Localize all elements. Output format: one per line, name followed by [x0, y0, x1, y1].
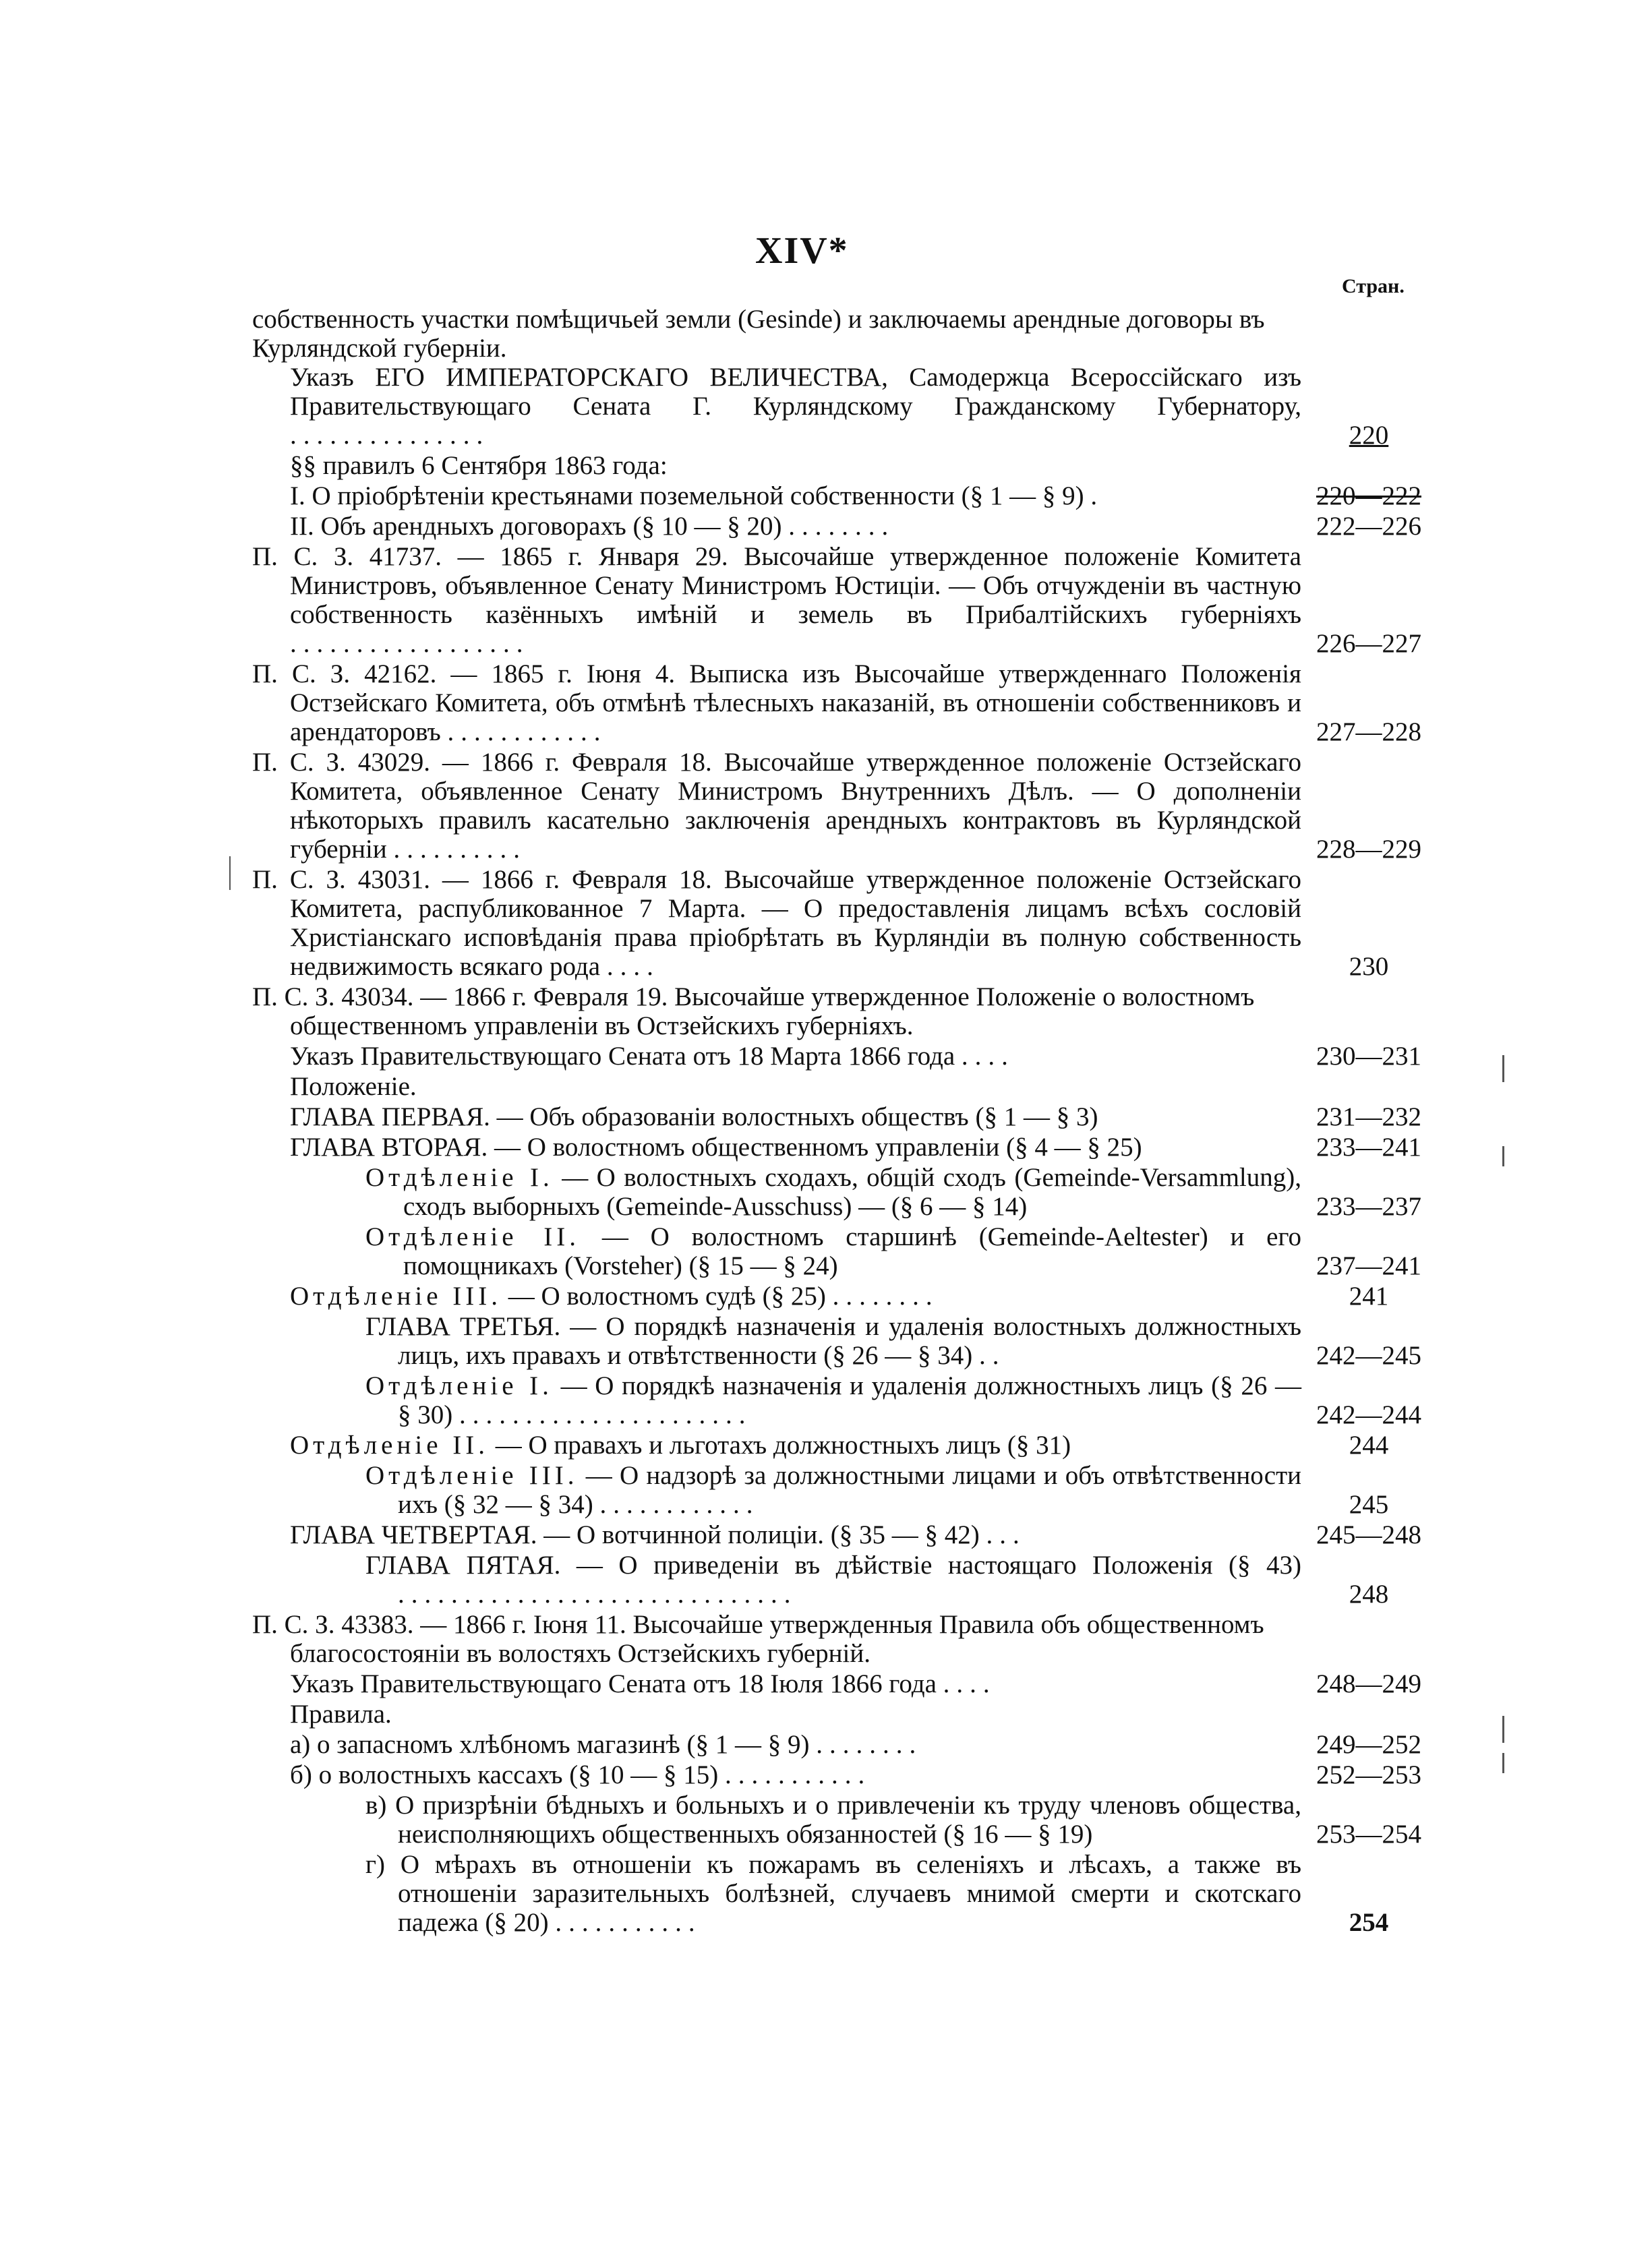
- margin-mark: [1502, 1055, 1504, 1082]
- entry-text: ГЛАВА ТРЕТЬЯ. — О порядкѣ назначенія и удаленія волостныхъ должностныхъ лицъ, ихъ правахъ и отвѣтственности (§ 26 — § 34) ..: [365, 1312, 1301, 1370]
- entry-text: Отдѣленіе III. — О волостномъ судѣ (§ 25) ........: [290, 1282, 939, 1311]
- entry-text: Указъ Правительствующаго Сената отъ 18 Іюля 1866 года ....: [290, 1669, 997, 1698]
- entry-text: П. С. З. 42162. — 1865 г. Іюня 4. Выписка изъ Высочайше утвержденнаго Положенія Остзейскаго Комитета, объ отмѣнѣ тѣлесныхъ наказаній, въ отношеніи собственниковъ и арендаторовъ ............: [252, 659, 1301, 746]
- toc-entry: [252, 1760, 1429, 1789]
- entry-text: ГЛАВА ВТОРАЯ. — О волостномъ общественномъ управленіи (§ 4 — § 25): [290, 1133, 1142, 1162]
- entry-page: 220—222: [1316, 481, 1421, 510]
- section-label: Отдѣленіе II.: [290, 1431, 489, 1460]
- entry-text: П. С. З. 43034. — 1866 г. Февраля 19. Высочайше утвержденное Положеніе о волостномъ общественномъ управленіи въ Остзейскихъ губерніяхъ.: [252, 982, 1255, 1040]
- toc-entry: [252, 542, 1429, 658]
- toc-entry: [252, 1133, 1429, 1162]
- toc-entry: [252, 451, 1429, 480]
- entry-text: Указъ ЕГО ИМПЕРАТОРСКАГО ВЕЛИЧЕСТВА, Самодержца Всероссійскаго изъ Правительствующаго Сената Г. Курляндскому Гражданскому Губернатору, ...............: [290, 363, 1301, 450]
- entry-page: 220: [1349, 421, 1389, 450]
- toc-entry: [252, 1730, 1429, 1759]
- entry-text: ГЛАВА ПЯТАЯ. — О приведеніи въ дѣйствіе настоящаго Положенія (§ 43) ..............................: [365, 1551, 1301, 1609]
- entry-text: Отдѣленіе II. — О правахъ и льготахъ должностныхъ лицъ (§ 31): [290, 1431, 1071, 1460]
- entry-text: Указъ Правительствующаго Сената отъ 18 Марта 1866 года ....: [290, 1042, 1015, 1071]
- section-label: Отдѣленіе I.: [365, 1371, 553, 1400]
- entry-text: §§ правилъ 6 Сентября 1863 года:: [290, 451, 668, 480]
- section-label: Отдѣленіе II.: [365, 1222, 581, 1251]
- toc-entry: [252, 1282, 1429, 1311]
- entry-page: 245—248: [1316, 1520, 1421, 1549]
- toc-entry: [252, 1669, 1429, 1698]
- entry-page: 228—229: [1316, 835, 1421, 864]
- toc-entry: [252, 748, 1429, 864]
- entry-page: 226—227: [1316, 629, 1421, 658]
- toc-entry: [252, 1042, 1429, 1071]
- entry-page: 244: [1349, 1431, 1389, 1460]
- entry-text: Отдѣленіе III. — О надзорѣ за должностными лицами и объ отвѣтственности ихъ (§ 32 — § 34) ............: [365, 1461, 1302, 1519]
- toc-entry: [252, 305, 1429, 363]
- table-of-contents: [252, 305, 1429, 1938]
- margin-mark: [1502, 1146, 1504, 1166]
- entry-text: Правила.: [290, 1700, 392, 1729]
- toc-entry: [252, 1850, 1429, 1937]
- page-column-label: Стран.: [1342, 275, 1405, 297]
- toc-entry: [252, 1431, 1429, 1460]
- entry-text: в) О призрѣніи бѣдныхъ и больныхъ и о привлеченіи къ труду членовъ общества, неисполняющихъ общественныхъ обязанностей (§ 16 — § 19): [365, 1791, 1301, 1849]
- toc-entry: [252, 982, 1429, 1040]
- entry-text: г) О мѣрахъ въ отношеніи къ пожарамъ въ селеніяхъ и лѣсахъ, а также въ отношеніи заразительныхъ болѣзней, случаевъ мнимой смерти и скотскаго падежа (§ 20) ...........: [365, 1850, 1301, 1937]
- entry-text: ГЛАВА ЧЕТВЕРТАЯ. — О вотчинной полиціи. (§ 35 — § 42) ...: [290, 1520, 1026, 1549]
- entry-page: 252—253: [1316, 1760, 1421, 1789]
- toc-entry: [252, 1072, 1429, 1101]
- page-folio: XIV*: [755, 230, 849, 272]
- toc-entry: [252, 1791, 1429, 1849]
- entry-page: 242—244: [1316, 1400, 1421, 1429]
- entry-page: 222—226: [1316, 512, 1421, 541]
- entry-text: П. С. З. 43031. — 1866 г. Февраля 18. Высочайше утвержденное положеніе Остзейскаго Комитета, распубликованное 7 Марта. — О предоставленія лицамъ всѣхъ сословій Христіанскаго исповѣданія права пріобрѣтать въ Курляндіи въ полную собственность недвижимость всякаго рода ....: [252, 865, 1301, 981]
- margin-mark: [229, 856, 231, 890]
- entry-page: 230: [1349, 952, 1389, 981]
- entry-page: 227—228: [1316, 717, 1421, 746]
- entry-text: ГЛАВА ПЕРВАЯ. — Объ образованіи волостныхъ обществъ (§ 1 — § 3): [290, 1102, 1098, 1131]
- margin-mark: [1502, 1716, 1504, 1743]
- toc-entry: [252, 1610, 1429, 1668]
- entry-text: Положеніе.: [290, 1072, 417, 1101]
- entry-page: 233—237: [1316, 1192, 1421, 1221]
- entry-text: П. С. З. 43383. — 1866 г. Іюня 11. Высочайше утвержденныя Правила объ общественномъ благосостояніи въ волостяхъ Остзейскихъ губерній.: [252, 1610, 1264, 1668]
- entry-page: 242—245: [1316, 1341, 1421, 1370]
- toc-entry: [252, 1163, 1429, 1221]
- toc-entry: [252, 1551, 1429, 1609]
- toc-entry: [252, 512, 1429, 541]
- entry-text: II. Объ арендныхъ договорахъ (§ 10 — § 20) ........: [290, 512, 895, 541]
- entry-page: 237—241: [1316, 1251, 1421, 1280]
- entry-page: 249—252: [1316, 1730, 1421, 1759]
- section-label: Отдѣленіе III.: [365, 1461, 579, 1490]
- section-label: Отдѣленіе III.: [290, 1282, 502, 1311]
- entry-text: Отдѣленіе I. — О волостныхъ сходахъ, общій сходъ (Gemeinde-Versammlung), сходъ выборныхъ (Gemeinde-Ausschuss) — (§ 6 — § 14): [365, 1163, 1301, 1221]
- entry-text: собственность участки помѣщичьей земли (Gesinde) и заключаемы арендные договоры въ Курляндской губерніи.: [252, 305, 1265, 363]
- entry-text: б) о волостныхъ кассахъ (§ 10 — § 15) ...........: [290, 1760, 872, 1789]
- entry-text: а) о запасномъ хлѣбномъ магазинѣ (§ 1 — § 9) ........: [290, 1730, 923, 1759]
- entry-page: 254: [1349, 1908, 1389, 1937]
- toc-entry: [252, 1700, 1429, 1729]
- toc-entry: [252, 1312, 1429, 1370]
- section-label: Отдѣленіе I.: [365, 1163, 554, 1192]
- toc-entry: [252, 1222, 1429, 1280]
- entry-text: Отдѣленіе II. — О волостномъ старшинѣ (Gemeinde-Aeltester) и его помощникахъ (Vorsteher) (§ 15 — § 24): [365, 1222, 1301, 1280]
- entry-text: П. С. З. 41737. — 1865 г. Января 29. Высочайше утвержденное положеніе Комитета Министровъ, объявленное Сенату Министромъ Юстиціи. — Объ отчужденіи въ частную собственность казённыхъ имѣній и земель въ Прибалтійскихъ губерніяхъ ..................: [252, 542, 1301, 658]
- entry-page: 231—232: [1316, 1102, 1421, 1131]
- toc-entry: [252, 1461, 1429, 1519]
- entry-page: 241: [1349, 1282, 1389, 1311]
- entry-page: 233—241: [1316, 1133, 1421, 1162]
- toc-entry: [252, 865, 1429, 981]
- entry-text: Отдѣленіе I. — О порядкѣ назначенія и удаленія должностныхъ лицъ (§ 26 — § 30) ......................: [365, 1371, 1301, 1429]
- entry-page: 248: [1349, 1580, 1389, 1609]
- entry-text: I. О пріобрѣтеніи крестьянами поземельной собственности (§ 1 — § 9) .: [290, 481, 1104, 510]
- toc-entry: [252, 1102, 1429, 1131]
- toc-entry: [252, 481, 1429, 510]
- toc-entry: [252, 659, 1429, 746]
- toc-entry: [252, 363, 1429, 450]
- toc-entry: [252, 1520, 1429, 1549]
- entry-text: П. С. З. 43029. — 1866 г. Февраля 18. Высочайше утвержденное положеніе Остзейскаго Комитета, объявленное Сенату Министромъ Внутреннихъ Дѣлъ. — О дополненіи нѣкоторыхъ правилъ касательно заключенія арендныхъ контрактовъ въ Курляндской губерніи ..........: [252, 748, 1301, 864]
- toc-entry: [252, 1371, 1429, 1429]
- entry-page: 248—249: [1316, 1669, 1421, 1698]
- entry-page: 230—231: [1316, 1042, 1421, 1071]
- entry-page: 245: [1349, 1490, 1389, 1519]
- margin-mark: [1502, 1753, 1504, 1773]
- entry-page: 253—254: [1316, 1820, 1421, 1849]
